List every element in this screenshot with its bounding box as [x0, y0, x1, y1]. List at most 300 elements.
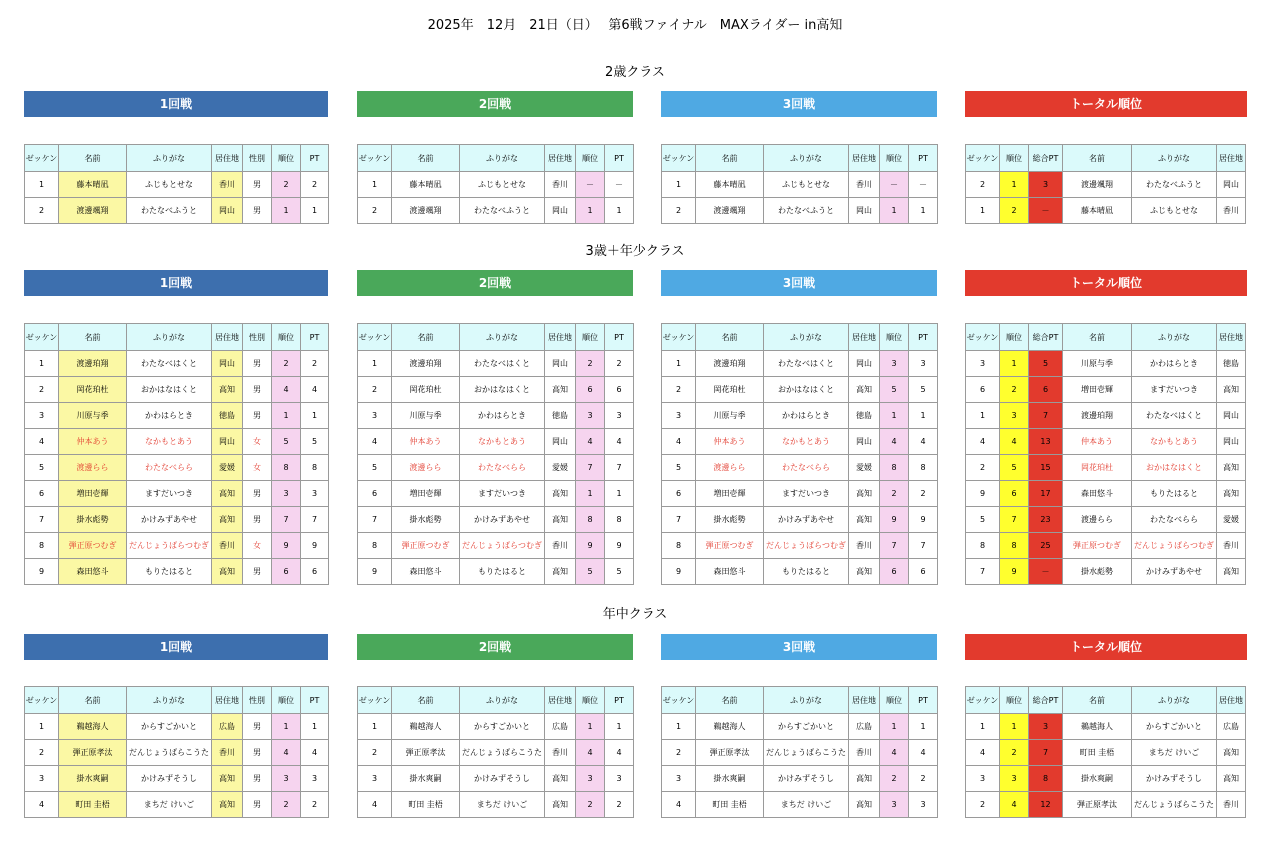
- section-title: 年中クラス: [602, 607, 668, 622]
- area-cell: 高知: [1217, 766, 1246, 792]
- table-row: [662, 559, 938, 585]
- area-cell: 高知: [849, 766, 880, 792]
- furigana-cell: ますだいつき: [127, 481, 212, 507]
- sex-cell: 女: [243, 455, 272, 481]
- pt-cell: 3: [605, 766, 634, 792]
- table-header-row: [662, 145, 938, 172]
- zekken-cell: 9: [966, 481, 1000, 507]
- rank-cell: 4: [880, 740, 909, 766]
- sex-cell: 男: [243, 740, 272, 766]
- header-zekken: ゼッケン: [25, 687, 59, 714]
- zekken-cell: 2: [358, 740, 392, 766]
- area-cell: 岡山: [849, 198, 880, 224]
- pt-cell: 3: [909, 351, 938, 377]
- furigana-cell: ますだいつき: [460, 481, 545, 507]
- table-row: [966, 507, 1246, 533]
- area-cell: 岡山: [1217, 429, 1246, 455]
- area-cell: 広島: [545, 714, 576, 740]
- header-pt: PT: [605, 687, 634, 714]
- area-cell: 愛媛: [545, 455, 576, 481]
- area-cell: 香川: [1217, 792, 1246, 818]
- name-cell: 藤本晴凪: [392, 172, 460, 198]
- header-area: 居住地: [545, 324, 576, 351]
- header-zekken: ゼッケン: [25, 145, 59, 172]
- rank-cell: 3: [880, 792, 909, 818]
- header-zekken: ゼッケン: [662, 145, 696, 172]
- furigana-cell: からすごかいと: [764, 714, 849, 740]
- round-1-table: [24, 323, 329, 585]
- rank-cell: 8: [880, 455, 909, 481]
- table-row: [662, 172, 938, 198]
- furigana-cell: まちだ けいご: [764, 792, 849, 818]
- banner-round-3: 3回戦: [661, 91, 937, 117]
- name-cell: 弾正原つむぎ: [696, 533, 764, 559]
- zekken-cell: 9: [25, 559, 59, 585]
- total-rank-cell: 7: [1000, 507, 1029, 533]
- zekken-cell: 2: [966, 455, 1000, 481]
- sex-cell: 男: [243, 792, 272, 818]
- total-ranking-table: [965, 323, 1246, 585]
- total-pt-cell: －: [1029, 198, 1063, 224]
- area-cell: 高知: [1217, 481, 1246, 507]
- zekken-cell: 9: [358, 559, 392, 585]
- table-row: [358, 559, 634, 585]
- furigana-cell: かけみずそうし: [764, 766, 849, 792]
- table-row: [966, 533, 1246, 559]
- table-row: [662, 507, 938, 533]
- table-row: [662, 740, 938, 766]
- name-cell: 町田 圭梧: [392, 792, 460, 818]
- table-row: [25, 507, 329, 533]
- furigana-cell: かわはらとき: [1132, 351, 1217, 377]
- furigana-cell: だんじょうばらつむぎ: [764, 533, 849, 559]
- zekken-cell: 7: [25, 507, 59, 533]
- zekken-cell: 3: [25, 403, 59, 429]
- name-cell: 弾正原つむぎ: [1063, 533, 1132, 559]
- header-zekken: ゼッケン: [358, 145, 392, 172]
- furigana-cell: かけみずあやせ: [127, 507, 212, 533]
- zekken-cell: 1: [358, 172, 392, 198]
- banner-round-1: 1回戦: [24, 634, 328, 660]
- pt-cell: 3: [301, 481, 329, 507]
- rank-cell: 2: [880, 481, 909, 507]
- zekken-cell: 3: [358, 403, 392, 429]
- area-cell: 岡山: [849, 429, 880, 455]
- header-pt: PT: [909, 324, 938, 351]
- header-name: 名前: [696, 145, 764, 172]
- area-cell: 高知: [545, 792, 576, 818]
- header-furigana: ふりがな: [127, 324, 212, 351]
- header-rank: 順位: [576, 324, 605, 351]
- table-header-row: [25, 687, 329, 714]
- header-pt: PT: [301, 324, 329, 351]
- zekken-cell: 1: [25, 172, 59, 198]
- furigana-cell: もりたはると: [1132, 481, 1217, 507]
- pt-cell: 8: [301, 455, 329, 481]
- table-row: [966, 792, 1246, 818]
- zekken-cell: 4: [966, 740, 1000, 766]
- total-rank-cell: 6: [1000, 481, 1029, 507]
- pt-cell: 7: [301, 507, 329, 533]
- pt-cell: 3: [605, 403, 634, 429]
- furigana-cell: かわはらとき: [127, 403, 212, 429]
- header-area: 居住地: [545, 145, 576, 172]
- zekken-cell: 2: [25, 198, 59, 224]
- total-rank-cell: 5: [1000, 455, 1029, 481]
- furigana-cell: おかはなはくと: [764, 377, 849, 403]
- table-row: [25, 481, 329, 507]
- area-cell: 香川: [1217, 198, 1246, 224]
- round-3-table: [661, 686, 938, 818]
- name-cell: 掛水爽嗣: [1063, 766, 1132, 792]
- zekken-cell: 1: [662, 172, 696, 198]
- table-header-row: [25, 324, 329, 351]
- round-1-table: [24, 144, 329, 224]
- zekken-cell: 1: [662, 351, 696, 377]
- rank-cell: 4: [576, 740, 605, 766]
- banner-round-2: 2回戦: [357, 270, 633, 296]
- sex-cell: 女: [243, 429, 272, 455]
- header-zekken: ゼッケン: [966, 145, 1000, 172]
- area-cell: 岡山: [545, 429, 576, 455]
- total-pt-cell: 7: [1029, 740, 1063, 766]
- sex-cell: 女: [243, 533, 272, 559]
- name-cell: 増田壱輝: [1063, 377, 1132, 403]
- header-furigana: ふりがな: [460, 324, 545, 351]
- name-cell: 弾正原孝汰: [1063, 792, 1132, 818]
- furigana-cell: だんじょうばらつむぎ: [460, 533, 545, 559]
- header-zekken: ゼッケン: [662, 324, 696, 351]
- zekken-cell: 2: [25, 740, 59, 766]
- table-row: [358, 172, 634, 198]
- area-cell: 香川: [545, 172, 576, 198]
- table-row: [662, 481, 938, 507]
- table-row: [25, 351, 329, 377]
- zekken-cell: 4: [966, 429, 1000, 455]
- table-row: [25, 172, 329, 198]
- total-rank-cell: 8: [1000, 533, 1029, 559]
- pt-cell: －: [605, 172, 634, 198]
- total-rank-cell: 4: [1000, 429, 1029, 455]
- banner-round-3: 3回戦: [661, 270, 937, 296]
- zekken-cell: 5: [358, 455, 392, 481]
- area-cell: 高知: [849, 377, 880, 403]
- name-cell: 掛水彪勢: [392, 507, 460, 533]
- furigana-cell: なかもとあう: [764, 429, 849, 455]
- header-name: 名前: [392, 324, 460, 351]
- rank-cell: 2: [576, 792, 605, 818]
- zekken-cell: 6: [966, 377, 1000, 403]
- table-row: [358, 740, 634, 766]
- pt-cell: 1: [909, 403, 938, 429]
- banner-round-2: 2回戦: [357, 91, 633, 117]
- pt-cell: 2: [301, 351, 329, 377]
- table-row: [966, 377, 1246, 403]
- total-pt-cell: －: [1029, 559, 1063, 585]
- table-row: [358, 507, 634, 533]
- rank-cell: 5: [576, 559, 605, 585]
- pt-cell: 5: [605, 559, 634, 585]
- name-cell: 鵜越海人: [392, 714, 460, 740]
- furigana-cell: かけみずそうし: [460, 766, 545, 792]
- total-pt-cell: 12: [1029, 792, 1063, 818]
- zekken-cell: 3: [358, 766, 392, 792]
- total-rank-cell: 4: [1000, 792, 1029, 818]
- header-zekken: ゼッケン: [966, 687, 1000, 714]
- furigana-cell: わたなべらら: [127, 455, 212, 481]
- header-name: 名前: [696, 324, 764, 351]
- table-row: [25, 198, 329, 224]
- furigana-cell: ふじもとせな: [460, 172, 545, 198]
- rank-cell: 3: [272, 481, 301, 507]
- table-row: [358, 455, 634, 481]
- rank-cell: 3: [576, 403, 605, 429]
- header-pt: PT: [909, 145, 938, 172]
- area-cell: 高知: [545, 377, 576, 403]
- pt-cell: 3: [301, 766, 329, 792]
- area-cell: 徳島: [545, 403, 576, 429]
- furigana-cell: もりたはると: [127, 559, 212, 585]
- total-rank-cell: 2: [1000, 198, 1029, 224]
- pt-cell: 1: [301, 403, 329, 429]
- zekken-cell: 1: [358, 351, 392, 377]
- area-cell: 岡山: [212, 429, 243, 455]
- header-sex: 性別: [243, 145, 272, 172]
- header-pt: PT: [909, 687, 938, 714]
- furigana-cell: わたなべはくと: [460, 351, 545, 377]
- total-pt-cell: 8: [1029, 766, 1063, 792]
- area-cell: 香川: [212, 172, 243, 198]
- header-furigana: ふりがな: [1132, 324, 1217, 351]
- header-furigana: ふりがな: [460, 145, 545, 172]
- table-row: [966, 714, 1246, 740]
- header-zekken: ゼッケン: [358, 324, 392, 351]
- table-row: [25, 792, 329, 818]
- rank-cell: 9: [880, 507, 909, 533]
- pt-cell: 9: [909, 507, 938, 533]
- pt-cell: 9: [605, 533, 634, 559]
- header-name: 名前: [1063, 324, 1132, 351]
- table-row: [662, 455, 938, 481]
- area-cell: 香川: [849, 533, 880, 559]
- rank-cell: 5: [880, 377, 909, 403]
- header-total_pt: 総合PT: [1029, 145, 1063, 172]
- rank-cell: 1: [576, 198, 605, 224]
- rank-cell: 6: [576, 377, 605, 403]
- area-cell: 岡山: [545, 351, 576, 377]
- rank-cell: 1: [576, 481, 605, 507]
- name-cell: 仲本あう: [696, 429, 764, 455]
- furigana-cell: わたなべはくと: [1132, 403, 1217, 429]
- area-cell: 香川: [849, 740, 880, 766]
- furigana-cell: なかもとあう: [127, 429, 212, 455]
- name-cell: 弾正原つむぎ: [59, 533, 127, 559]
- pt-cell: 5: [909, 377, 938, 403]
- table-row: [358, 792, 634, 818]
- table-row: [25, 533, 329, 559]
- furigana-cell: ふじもとせな: [127, 172, 212, 198]
- total-rank-cell: 9: [1000, 559, 1029, 585]
- zekken-cell: 5: [662, 455, 696, 481]
- furigana-cell: おかはなはくと: [127, 377, 212, 403]
- total-pt-cell: 5: [1029, 351, 1063, 377]
- table-row: [25, 429, 329, 455]
- table-row: [662, 533, 938, 559]
- table-row: [662, 429, 938, 455]
- furigana-cell: まちだ けいご: [460, 792, 545, 818]
- pt-cell: 1: [909, 198, 938, 224]
- zekken-cell: 2: [358, 377, 392, 403]
- table-row: [25, 714, 329, 740]
- zekken-cell: 8: [25, 533, 59, 559]
- furigana-cell: まちだ けいご: [1132, 740, 1217, 766]
- table-header-row: [662, 324, 938, 351]
- total-pt-cell: 3: [1029, 714, 1063, 740]
- area-cell: 香川: [849, 172, 880, 198]
- name-cell: 渡邊らら: [696, 455, 764, 481]
- round-3-table: [661, 323, 938, 585]
- zekken-cell: 7: [358, 507, 392, 533]
- furigana-cell: かけみずそうし: [1132, 766, 1217, 792]
- header-name: 名前: [1063, 145, 1132, 172]
- table-header-row: [358, 145, 634, 172]
- area-cell: 高知: [1217, 455, 1246, 481]
- furigana-cell: まちだ けいご: [127, 792, 212, 818]
- name-cell: 藤本晴凪: [59, 172, 127, 198]
- table-row: [966, 559, 1246, 585]
- header-name: 名前: [392, 687, 460, 714]
- header-rank: 順位: [272, 687, 301, 714]
- round-1-table: [24, 686, 329, 818]
- zekken-cell: 8: [358, 533, 392, 559]
- furigana-cell: なかもとあう: [460, 429, 545, 455]
- table-row: [358, 714, 634, 740]
- area-cell: 高知: [1217, 559, 1246, 585]
- furigana-cell: ますだいつき: [1132, 377, 1217, 403]
- area-cell: 香川: [212, 740, 243, 766]
- area-cell: 愛媛: [849, 455, 880, 481]
- zekken-cell: 1: [25, 351, 59, 377]
- furigana-cell: かけみずあやせ: [1132, 559, 1217, 585]
- name-cell: 渡邊珀翔: [392, 351, 460, 377]
- name-cell: 森田悠斗: [1063, 481, 1132, 507]
- sex-cell: 男: [243, 714, 272, 740]
- zekken-cell: 5: [25, 455, 59, 481]
- furigana-cell: もりたはると: [460, 559, 545, 585]
- area-cell: 岡山: [1217, 172, 1246, 198]
- furigana-cell: かわはらとき: [460, 403, 545, 429]
- rank-cell: 9: [272, 533, 301, 559]
- pt-cell: 4: [605, 740, 634, 766]
- furigana-cell: なかもとあう: [1132, 429, 1217, 455]
- name-cell: 渡邊らら: [59, 455, 127, 481]
- zekken-cell: 2: [966, 172, 1000, 198]
- header-furigana: ふりがな: [460, 687, 545, 714]
- sex-cell: 男: [243, 507, 272, 533]
- furigana-cell: わたなべふうと: [127, 198, 212, 224]
- name-cell: 町田 圭梧: [59, 792, 127, 818]
- total-rank-cell: 3: [1000, 403, 1029, 429]
- rank-cell: 4: [272, 377, 301, 403]
- furigana-cell: ふじもとせな: [1132, 198, 1217, 224]
- header-furigana: ふりがな: [1132, 145, 1217, 172]
- table-row: [358, 403, 634, 429]
- zekken-cell: 6: [25, 481, 59, 507]
- zekken-cell: 1: [966, 198, 1000, 224]
- pt-cell: 7: [909, 533, 938, 559]
- name-cell: 掛水彪勢: [696, 507, 764, 533]
- zekken-cell: 3: [662, 403, 696, 429]
- name-cell: 仲本あう: [59, 429, 127, 455]
- name-cell: 川原与季: [1063, 351, 1132, 377]
- pt-cell: 6: [605, 377, 634, 403]
- pt-cell: 8: [605, 507, 634, 533]
- area-cell: 岡山: [212, 351, 243, 377]
- table-header-row: [358, 687, 634, 714]
- name-cell: 渡邊珀翔: [696, 351, 764, 377]
- name-cell: 増田壱輝: [392, 481, 460, 507]
- header-total_pt: 総合PT: [1029, 324, 1063, 351]
- header-name: 名前: [696, 687, 764, 714]
- area-cell: 高知: [849, 507, 880, 533]
- rank-cell: 4: [880, 429, 909, 455]
- table-row: [358, 198, 634, 224]
- banner-round-3: 3回戦: [661, 634, 937, 660]
- furigana-cell: もりたはると: [764, 559, 849, 585]
- zekken-cell: 1: [966, 714, 1000, 740]
- name-cell: 弾正原つむぎ: [392, 533, 460, 559]
- banner-round-2: 2回戦: [357, 634, 633, 660]
- total-pt-cell: 3: [1029, 172, 1063, 198]
- pt-cell: 4: [909, 740, 938, 766]
- header-rank: 順位: [576, 145, 605, 172]
- name-cell: 仲本あう: [392, 429, 460, 455]
- table-row: [662, 766, 938, 792]
- zekken-cell: 1: [358, 714, 392, 740]
- table-row: [966, 198, 1246, 224]
- zekken-cell: 4: [25, 792, 59, 818]
- header-sex: 性別: [243, 324, 272, 351]
- sex-cell: 男: [243, 766, 272, 792]
- furigana-cell: ふじもとせな: [764, 172, 849, 198]
- name-cell: 掛水爽嗣: [392, 766, 460, 792]
- total-pt-cell: 6: [1029, 377, 1063, 403]
- name-cell: 増田壱輝: [696, 481, 764, 507]
- header-furigana: ふりがな: [1132, 687, 1217, 714]
- table-header-row: [966, 687, 1246, 714]
- header-area: 居住地: [212, 687, 243, 714]
- header-rank: 順位: [1000, 324, 1029, 351]
- rank-cell: 2: [272, 172, 301, 198]
- pt-cell: 1: [301, 198, 329, 224]
- pt-cell: 4: [605, 429, 634, 455]
- section-title: 3歳＋年少クラス: [585, 244, 685, 259]
- area-cell: 広島: [1217, 714, 1246, 740]
- zekken-cell: 3: [966, 766, 1000, 792]
- name-cell: 川原与季: [59, 403, 127, 429]
- area-cell: 徳島: [1217, 351, 1246, 377]
- rank-cell: 3: [272, 766, 301, 792]
- furigana-cell: わたなべはくと: [127, 351, 212, 377]
- zekken-cell: 3: [966, 351, 1000, 377]
- area-cell: 岡山: [1217, 403, 1246, 429]
- name-cell: 森田悠斗: [696, 559, 764, 585]
- sex-cell: 男: [243, 198, 272, 224]
- zekken-cell: 8: [662, 533, 696, 559]
- zekken-cell: 2: [966, 792, 1000, 818]
- rank-cell: 3: [880, 351, 909, 377]
- rank-cell: 7: [272, 507, 301, 533]
